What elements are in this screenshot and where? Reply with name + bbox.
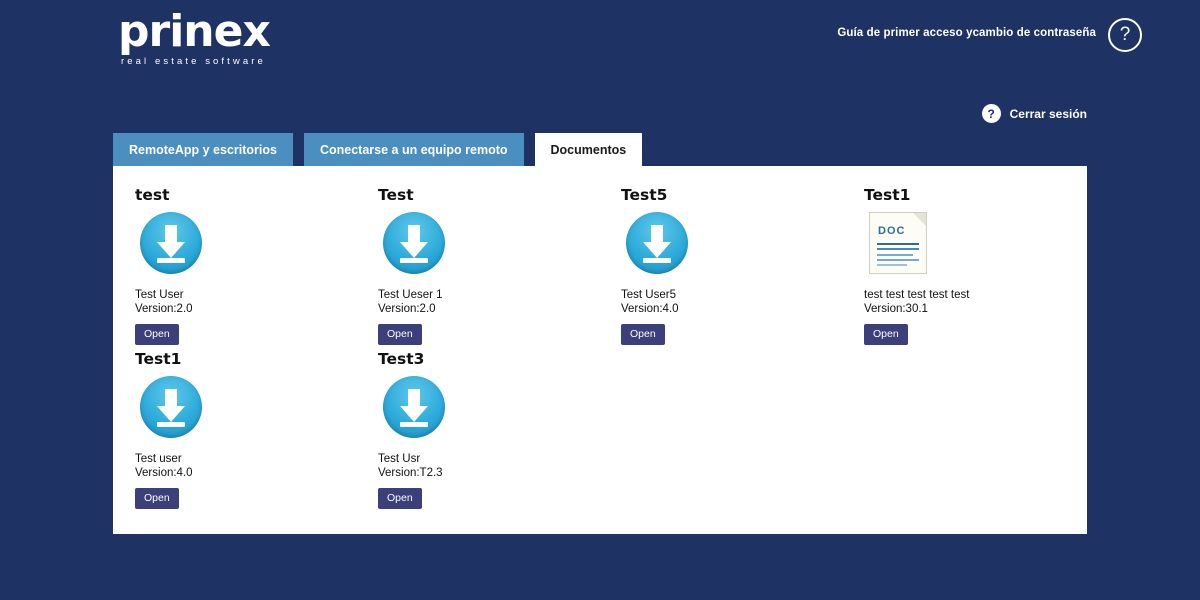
document-title: Test3 xyxy=(378,350,425,368)
documents-panel xyxy=(113,166,1087,534)
tab-documentos[interactable]: Documentos xyxy=(535,133,643,166)
prinex-logo xyxy=(118,6,270,67)
page-fold xyxy=(913,213,926,226)
document-description: Test Usr xyxy=(378,453,421,465)
open-button[interactable]: Open xyxy=(621,324,665,345)
document-card xyxy=(113,350,356,514)
download-icon[interactable] xyxy=(626,212,688,274)
document-title: Test5 xyxy=(621,186,668,204)
download-icon[interactable] xyxy=(140,212,202,274)
document-description: Test user xyxy=(135,453,182,465)
download-icon[interactable] xyxy=(383,376,445,438)
logo-tagline: real estate software xyxy=(121,56,266,67)
document-version: Version:4.0 xyxy=(621,303,679,316)
document-version: Version:2.0 xyxy=(378,303,436,316)
documents-grid xyxy=(113,166,1087,514)
document-title: test xyxy=(135,186,170,204)
document-description: Test User xyxy=(135,289,184,301)
document-card xyxy=(113,186,356,350)
document-card xyxy=(599,186,842,350)
tab-conectarse-equipo-remoto[interactable]: Conectarse a un equipo remoto xyxy=(304,133,524,166)
open-button[interactable]: Open xyxy=(135,488,179,509)
logout-button[interactable] xyxy=(982,104,1087,123)
open-button[interactable]: Open xyxy=(135,324,179,345)
document-card xyxy=(842,186,1085,350)
document-version: Version:30.1 xyxy=(864,303,928,316)
document-title: Test1 xyxy=(864,186,911,204)
tab-bar xyxy=(113,133,653,166)
tab-remoteapp-escritorios[interactable]: RemoteApp y escritorios xyxy=(113,133,293,166)
document-title: Test1 xyxy=(135,350,182,368)
download-icon[interactable] xyxy=(383,212,445,274)
first-access-guide-link[interactable]: Guía de primer acceso ycambio de contraseña xyxy=(837,27,1096,39)
document-version: Version:2.0 xyxy=(135,303,193,316)
document-description: Test Ueser 1 xyxy=(378,289,443,301)
document-version: Version:T2.3 xyxy=(378,467,443,480)
help-icon[interactable]: ? xyxy=(1108,18,1142,52)
document-description: Test User5 xyxy=(621,289,676,301)
download-icon[interactable] xyxy=(140,376,202,438)
document-description: test test test test test xyxy=(864,289,970,301)
document-card xyxy=(356,350,599,514)
document-title: Test xyxy=(378,186,414,204)
open-button[interactable]: Open xyxy=(378,488,422,509)
document-card xyxy=(356,186,599,350)
doc-file-icon-label: DOC xyxy=(878,225,906,237)
page-header xyxy=(0,0,1200,95)
open-button[interactable]: Open xyxy=(864,324,908,345)
doc-file-icon[interactable] xyxy=(869,212,931,274)
logo-wordmark: prinex xyxy=(118,6,270,57)
open-button[interactable]: Open xyxy=(378,324,422,345)
logout-label: Cerrar sesión xyxy=(1009,106,1087,121)
question-mark-icon: ? xyxy=(982,104,1001,123)
document-version: Version:4.0 xyxy=(135,467,193,480)
